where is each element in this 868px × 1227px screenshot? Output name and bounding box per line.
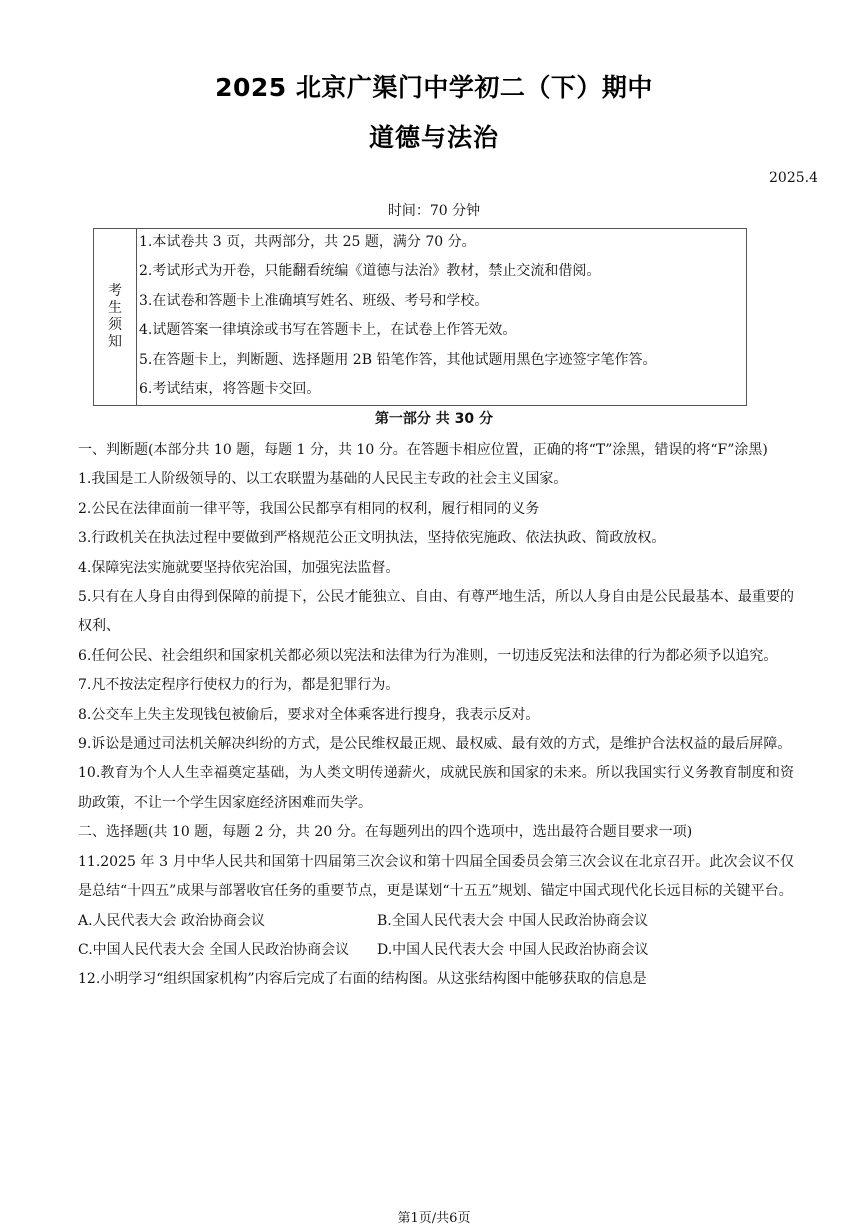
exam-title: 2025 北京广渠门中学初二（下）期中 <box>215 73 653 102</box>
notice-label-char: 考 <box>108 283 122 299</box>
exam-date: 2025.4 <box>769 170 818 186</box>
judgement-question: 9.诉讼是通过司法机关解决纠纷的方式，是公民维权最正规、最权威、最有效的方式，是维护合法权益的最后屏障。 <box>78 736 792 753</box>
notice-item: 4.试题答案一律填涂或书写在答题卡上，在试卷上作答无效。 <box>139 322 517 339</box>
option-row <box>78 907 794 936</box>
judgement-question: 7.凡不按法定程序行使权力的行为，都是犯罪行为。 <box>78 677 400 694</box>
option-a: A.人民代表大会 政治协商会议 <box>78 912 266 929</box>
question-body <box>78 436 794 995</box>
candidate-notice-box <box>93 228 747 406</box>
judgement-question: 6.任何公民、社会组织和国家机关都必须以宪法和法律为行为准则，一切违反宪法和法律的行为都必须予以追究。 <box>78 647 778 664</box>
page-indicator: 第1页/共6页 <box>397 1211 471 1226</box>
choice-question-stem: 11.2025 年 3 月中华人民共和国第十四届第三次会议和第十四届全国委员会第三次会议在北京召开。此次会议不仅是总结“十四五”成果与部署收官任务的重要节点，更是谋划“十五五”规划、锚定中国式现代化长远目标的关键平台。 <box>78 853 794 900</box>
part-heading: 第一部分 共 30 分 <box>374 411 494 427</box>
judgement-question: 10.教育为个人人生幸福奠定基础，为人类文明传递薪火，成就民族和国家的未来。所以我国实行义务教育制度和资助政策，不让一个学生因家庭经济困难而失学。 <box>78 765 794 811</box>
notice-item: 3.在试卷和答题卡上准确填写姓名、班级、考号和学校。 <box>139 292 489 309</box>
notice-item: 5.在答题卡上，判断题、选择题用 2B 铅笔作答，其他试题用黑色字迹签字笔作答。 <box>139 351 657 368</box>
exam-duration: 时间：70 分钟 <box>387 203 481 219</box>
choice-instructions: 二、选择题(共 10 题，每题 2 分，共 20 分。在每题列出的四个选项中，选出最符合题目要求一项) <box>78 824 693 841</box>
judgement-question: 8.公交车上失主发现钱包被偷后，要求对全体乘客进行搜身，我表示反对。 <box>78 706 540 723</box>
notice-label <box>94 229 137 405</box>
option-b: B.全国人民代表大会 中国人民政治协商会议 <box>377 912 649 929</box>
notice-label-char: 须 <box>108 317 122 333</box>
choice-question-stem: 12.小明学习“组织国家机构”内容后完成了右面的结构图。从这张结构图中能够获取的信息是 <box>78 971 647 988</box>
subject-title: 道德与法治 <box>368 123 499 152</box>
notice-item: 1.本试卷共 3 页，共两部分，共 25 题，满分 70 分。 <box>139 234 476 250</box>
option-c: C.中国人民代表大会 全国人民政治协商会议 <box>78 941 350 958</box>
notice-label-char: 知 <box>108 334 122 350</box>
judgement-question: 2.公民在法律面前一律平等，我国公民都享有相同的权利，履行相同的义务 <box>78 500 540 517</box>
option-d: D.中国人民代表大会 中国人民政治协商会议 <box>377 941 649 958</box>
judgement-question: 5.只有在人身自由得到保障的前提下，公民才能独立、自由、有尊严地生活，所以人身自由是公民最基本、最重要的权利、 <box>78 589 794 635</box>
notice-label-char: 生 <box>108 300 122 316</box>
judgement-instructions: 一、判断题(本部分共 10 题，每题 1 分，共 10 分。在答题卡相应位置，正确的将“T”涂黑，错误的将“F”涂黑) <box>78 442 768 458</box>
notice-list <box>137 229 746 405</box>
notice-item: 6.考试结束，将答题卡交回。 <box>139 380 321 397</box>
judgement-question: 3.行政机关在执法过程中要做到严格规范公正文明执法，坚持依宪施政、依法执政、简政放权。 <box>78 530 666 547</box>
option-row <box>78 936 794 965</box>
judgement-question: 4.保障宪法实施就要坚持依宪治国，加强宪法监督。 <box>78 559 400 576</box>
judgement-question: 1.我国是工人阶级领导的、以工农联盟为基础的人民民主专政的社会主义国家。 <box>78 471 568 488</box>
notice-item: 2.考试形式为开卷，只能翻看统编《道德与法治》教材，禁止交流和借阅。 <box>139 263 601 280</box>
